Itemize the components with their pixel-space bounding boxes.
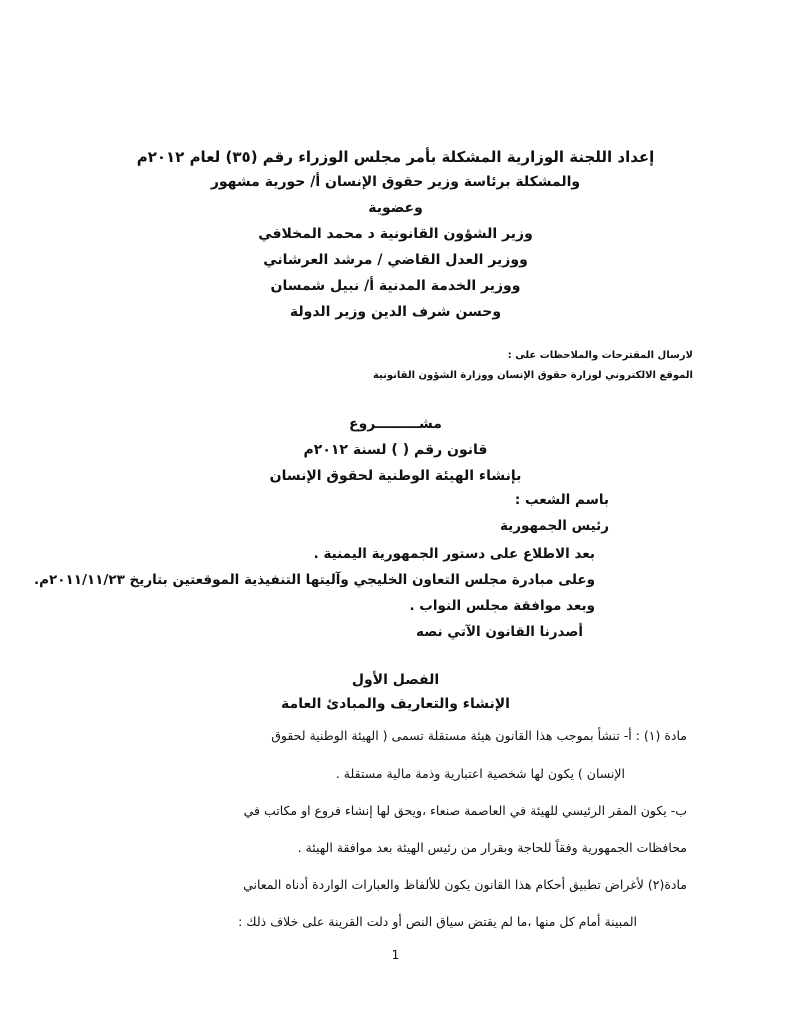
preamble-people: باسم الشعب :	[514, 492, 609, 508]
article-2-line-2: المبينة أمام كل منها ،ما لم يقتض سياق النص أو دلت القرينة على خلاف ذلك :	[238, 914, 637, 929]
contact-website: الموقع الالكتروني لوزارة حقوق الإنسان ووزارة الشؤون القانونية	[372, 370, 693, 381]
article-2-line-1: مادة(٢) لأغراض تطبيق أحكام هذا القانون يكون للألفاظ والعبارات الواردة أدناه المعاني	[243, 877, 687, 892]
article-1-line-2: الإنسان ) يكون لها شخصية اعتبارية وذمة مالية مستقلة .	[335, 766, 625, 781]
chapter-subtitle: الإنشاء والتعاريف والمبادئ العامة	[281, 696, 510, 712]
draft-label: مشـــــــــروع	[349, 416, 442, 432]
header-line-member-2: ووزير العدل القاضي / مرشد العرشاني	[263, 252, 528, 268]
header-line-member-1: وزير الشؤون القانونية د محمد المخلافي	[258, 226, 533, 242]
header-line-member-3: ووزير الخدمة المدنية أ/ نبيل شمسان	[270, 278, 521, 294]
law-subject: بإنشاء الهيئة الوطنية لحقوق الإنسان	[269, 468, 522, 484]
article-1b-line-1: ب- يكون المقر الرئيسي للهيئة في العاصمة صنعاء ،ويحق لها إنشاء فروع او مكاتب في	[243, 803, 687, 818]
preamble-president: رئيس الجمهورية	[499, 518, 609, 534]
law-number: قانون رقم ( ) لسنة ٢٠١٢م	[303, 442, 488, 458]
article-1b-line-2: محافظات الجمهورية وفقاً للحاجة وبقرار من رئيس الهيئة بعد موافقة الهيئة .	[297, 840, 687, 855]
preamble-recital-2: وعلى مبادرة مجلس التعاون الخليجي وآليتها التنفيذية الموقعتين بتاريخ ٢٠١١/١١/٢٣م.	[34, 572, 595, 588]
article-1-line-1: مادة (١) : أ- تنشأ بموجب هذا القانون هيئة مستقلة تسمى ( الهيئة الوطنية لحقوق	[271, 728, 687, 743]
header-line-chair: والمشكلة برئاسة وزير حقوق الإنسان أ/ حورية مشهور	[210, 174, 581, 190]
chapter-title: الفصل الأول	[351, 672, 440, 688]
page-number: 1	[391, 948, 400, 962]
contact-intro: لارسال المقترحات والملاحظات على :	[507, 350, 693, 361]
header-line-committee: إعداد اللجنة الوزارية المشكلة بأمر مجلس الوزراء رقم (٣٥) لعام ٢٠١٢م	[136, 148, 655, 166]
preamble-recital-3: وبعد موافقة مجلس النواب .	[409, 598, 595, 614]
preamble-recital-1: بعد الاطلاع على دستور الجمهورية اليمنية .	[313, 546, 595, 562]
preamble-enactment: أصدرنا القانون الآتي نصه	[416, 624, 583, 640]
header-line-membership: وعضوية	[368, 200, 423, 216]
header-line-member-4: وحسن شرف الدين وزير الدولة	[289, 304, 502, 320]
